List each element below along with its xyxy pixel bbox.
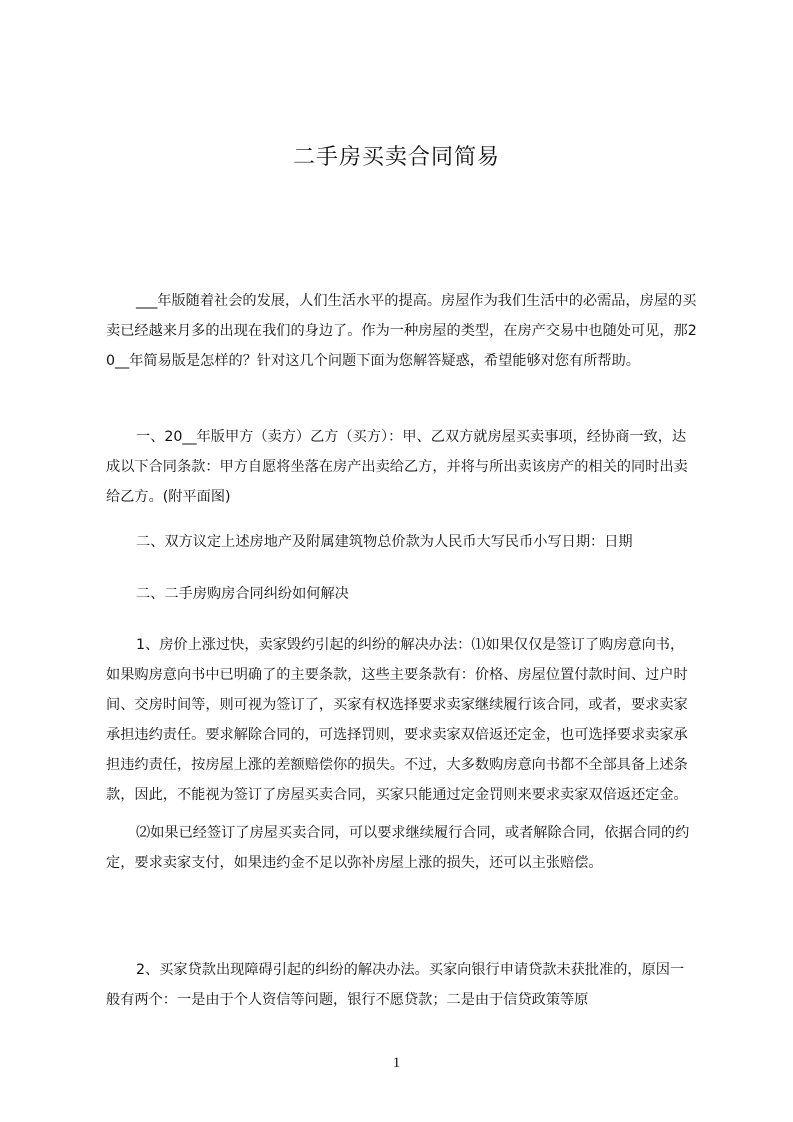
section-heading: 二、二手房购房合同纠纷如何解决: [136, 586, 349, 602]
clause-one-paragraph: 一、20__年版甲方（卖方）乙方（买方）：甲、乙双方就房屋买卖事项，经协商一致，达成以下合同条款：甲方自愿将坐落在房产出卖给乙方，并将与所出卖该房产的相关的同时出卖给乙方。(附平面图): [106, 429, 688, 505]
clause-two-paragraph: 二、双方议定上述房地产及附属建筑物总价款为人民币大写民币小写日期：日期: [136, 534, 633, 550]
page-title: 二手房买卖合同简易: [292, 145, 500, 170]
intro-paragraph: ___年版随着社会的发展，人们生活水平的提高。房屋作为我们生活中的必需品，房屋的买卖已经越来月多的出现在我们的身边了。作为一种房屋的类型，在房产交易中也随处可见，那20__年简易版是怎样的？针对这几个问题下面为您解答疑惑，希望能够对您有所帮助。: [106, 293, 697, 369]
page-number: 1: [392, 1055, 401, 1071]
dispute-one-sub-paragraph: ⑵如果已经签订了房屋买卖合同，可以要求继续履行合同，或者解除合同，依据合同的约定，要求卖家支付，如果违约金不足以弥补房屋上涨的损失，还可以主张赔偿。: [106, 825, 690, 871]
dispute-two-paragraph: 2、买家贷款出现障碍引起的纠纷的解决办法。买家向银行申请贷款未获批准的，原因一般有两个：一是由于个人资信等问题，银行不愿贷款；二是由于信贷政策等原: [106, 962, 685, 1008]
dispute-one-paragraph: 1、房价上涨过快，卖家毁约引起的纠纷的解决办法：⑴如果仅仅是签订了购房意向书，如果购房意向书中已明确了的主要条款，这些主要条款有：价格、房屋位置付款时间、过户时间、交房时间等，则可视为签订了，买家有权选择要求卖家继续履行该合同，或者，要求卖家承担违约责任。要求解除合同的，可选择罚则，要求卖家双倍返还定金，也可选择要求卖家承担违约责任，按房屋上涨的差额赔偿你的损失。不过，大多数购房意向书都不全部具备上述条款，因此，不能视为签订了房屋买卖合同，买家只能通过定金罚则来要求卖家双倍返还定金。: [106, 637, 688, 803]
